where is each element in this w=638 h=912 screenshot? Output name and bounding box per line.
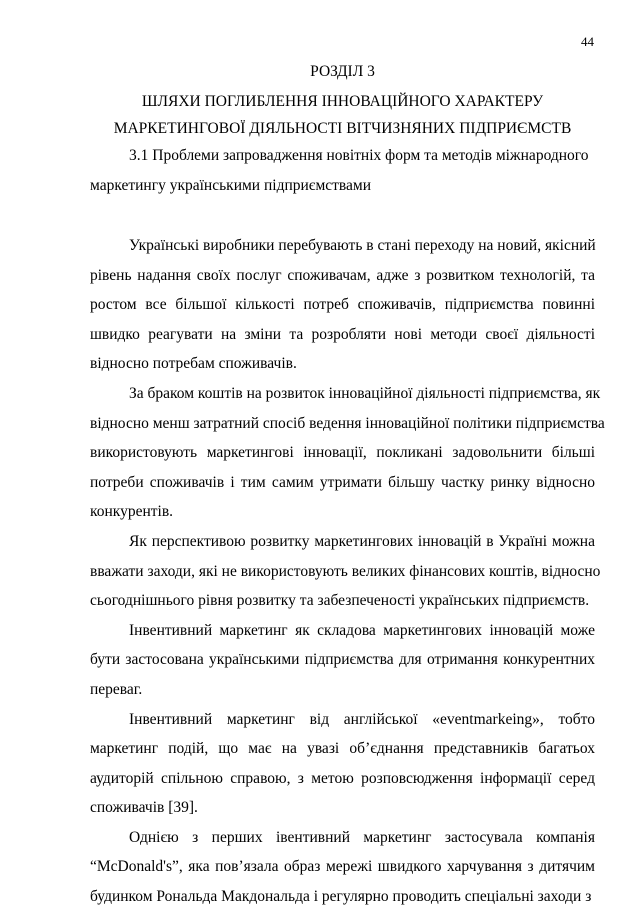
paragraph-line: Інвентивний маркетинг як складова маркетингових інновацій може — [129, 621, 595, 639]
paragraph-line: маркетинг подій, що має на увазі об’єднання представників багатьох — [90, 740, 595, 758]
paragraph-line: потреби споживачів і тим самим утримати більшу частку ринку відносно — [90, 473, 595, 491]
chapter-title-line-1: ШЛЯХИ ПОГЛИБЛЕННЯ ІННОВАЦІЙНОГО ХАРАКТЕРУ — [141, 93, 544, 110]
paragraph-line: будинком Рональда Макдональда і регулярно проводить спеціальні заходи з — [90, 888, 592, 906]
paragraph-line: “McDonald's”, яка пов’язала образ мережі швидкого харчування з дитячим — [90, 858, 595, 876]
paragraph-line: відносно потребам споживачів. — [90, 355, 297, 373]
paragraph-line: переваг. — [90, 680, 143, 698]
body-text — [90, 231, 605, 912]
chapter-title-line-2: МАРКЕТИНГОВОЇ ДІЯЛЬНОСТІ ВІТЧИЗНЯНИХ ПІДПРИЄМСТВ — [113, 120, 572, 137]
subsection-title-line: маркетингу українськими підприємствами — [90, 177, 372, 194]
page-number: 44 — [581, 34, 594, 49]
paragraph-line: конкурентів. — [90, 503, 174, 521]
paragraph-line: За браком коштів на розвиток інноваційної діяльності підприємства, як — [129, 384, 601, 402]
paragraph — [90, 616, 595, 705]
paragraph — [90, 527, 601, 616]
paragraph — [90, 705, 595, 823]
paragraph-line: аудиторій спільною справою, з метою розповсюдження інформації серед — [90, 769, 595, 787]
chapter-label: РОЗДІЛ 3 — [310, 63, 375, 80]
subsection-title — [90, 141, 595, 201]
paragraph-line: швидко реагувати на зміни та розробляти нові методи своєї діяльності — [90, 325, 595, 343]
paragraph — [90, 231, 595, 379]
paragraph-line: споживачів [39]. — [90, 799, 198, 817]
paragraph — [90, 823, 595, 912]
paragraph-line: Інвентивний маркетинг від англійської «eventmarkeing», тобто — [129, 710, 595, 728]
paragraph — [90, 379, 605, 527]
paragraph-line: ростом все більшої кількості потреб споживачів, підприємства повинні — [90, 296, 595, 314]
paragraph-line: Як перспективою розвитку маркетингових інновацій в Україні можна — [129, 532, 595, 550]
paragraph-line: бути застосована українськими підприємства для отримання конкурентних — [90, 651, 595, 669]
paragraph-line: рівень надання своїх послуг споживачам, адже з розвитком технологій, та — [90, 266, 595, 284]
paragraph-line: вважати заходи, які не використовують великих фінансових коштів, відносно — [90, 562, 601, 580]
paragraph-line: сьогоднішнього рівня розвитку та забезпеченості українських підприємств. — [90, 592, 590, 610]
subsection-title-line: 3.1 Проблеми запровадження новітніх форм та методів міжнародного — [129, 147, 589, 164]
paragraph-line: використовують маркетингові інновації, покликані задовольнити більші — [90, 444, 595, 462]
paragraph-line: відносно менш затратний спосіб ведення інноваційної політики підприємства — [90, 414, 605, 432]
paragraph-line: Українські виробники перебувають в стані переходу на новий, якісний — [129, 237, 596, 254]
paragraph-line: Однією з перших івентивний маркетинг застосувала компанія — [129, 828, 595, 846]
